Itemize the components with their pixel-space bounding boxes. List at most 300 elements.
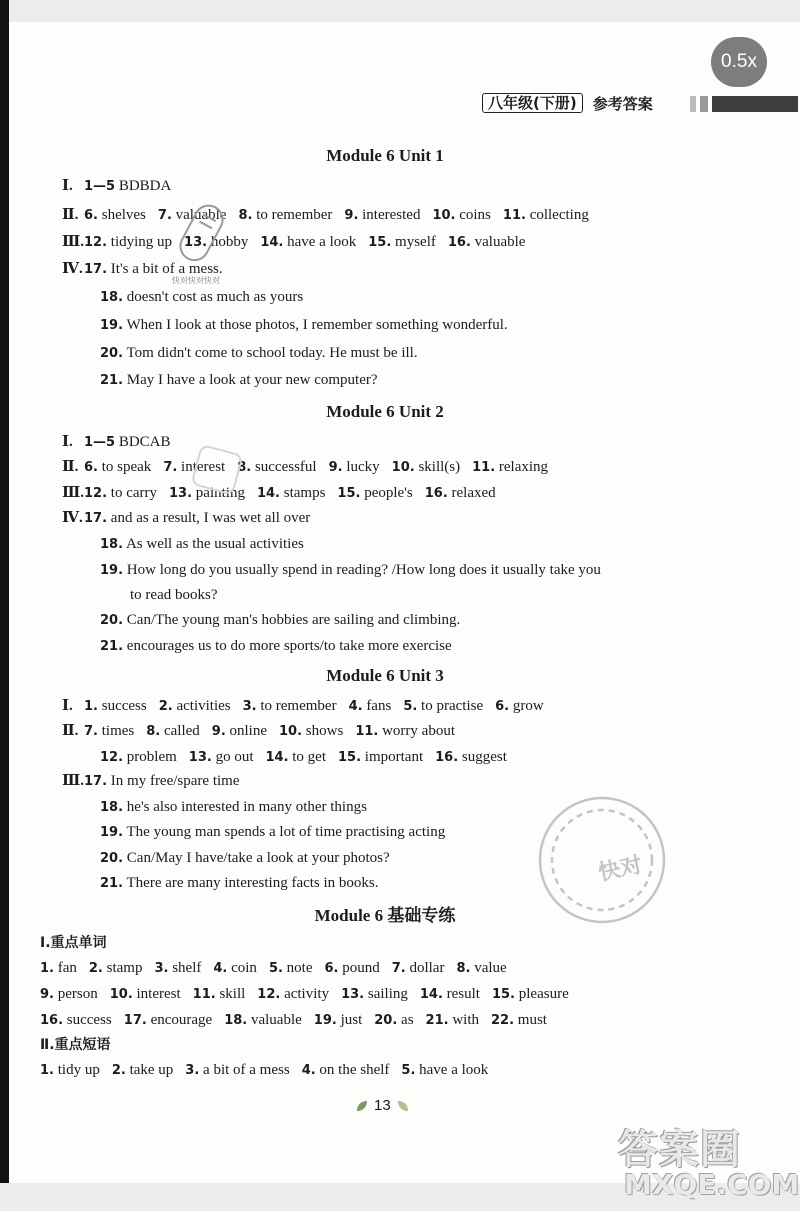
answer-item bbox=[213, 960, 257, 976]
item-number: 11. bbox=[502, 208, 526, 223]
item-answer: with bbox=[452, 1012, 479, 1028]
item-answer: coins bbox=[459, 207, 491, 223]
answer-item bbox=[420, 986, 480, 1002]
item-answer: BDCAB bbox=[118, 434, 171, 450]
answer-item bbox=[110, 986, 181, 1002]
answer-item bbox=[100, 372, 378, 388]
item-number: 10. bbox=[109, 987, 133, 1002]
item-answer: grow bbox=[512, 698, 544, 714]
item-number: 17. bbox=[123, 1013, 147, 1028]
item-answer: important bbox=[364, 749, 424, 765]
section-title: Module 6 Unit 2 bbox=[326, 402, 444, 421]
item-answer: Tom didn't come to school today. He must be ill. bbox=[126, 345, 418, 361]
item-answer: encourage bbox=[150, 1012, 213, 1028]
item-answer: relaxed bbox=[451, 485, 496, 501]
answer-item bbox=[392, 960, 445, 976]
item-answer: May I have a look at your new computer? bbox=[126, 372, 378, 388]
item-number: 12. bbox=[84, 235, 108, 250]
item-answer: suggest bbox=[461, 749, 507, 765]
item-answer: worry about bbox=[382, 723, 455, 739]
item-answer: relaxing bbox=[498, 459, 549, 475]
item-number: 5. bbox=[403, 699, 418, 714]
answer-item bbox=[185, 1062, 289, 1078]
subsection-heading-words: Ⅰ.重点单词 bbox=[40, 935, 107, 951]
round-stamp-text: 快对 bbox=[596, 852, 645, 887]
item-number: 3. bbox=[185, 1063, 200, 1078]
answer-line bbox=[100, 797, 379, 818]
item-answer: BDBDA bbox=[118, 178, 172, 194]
item-answer: activities bbox=[176, 698, 231, 714]
answer-item bbox=[163, 459, 225, 475]
answer-line bbox=[130, 585, 229, 605]
item-number: 20. bbox=[100, 851, 124, 866]
item-answer: interest bbox=[181, 459, 226, 475]
item-answer: as bbox=[401, 1012, 414, 1028]
subsection-heading-phrases: Ⅱ.重点短语 bbox=[40, 1037, 111, 1053]
roman-numeral: Ⅰ. bbox=[62, 434, 73, 450]
item-answer: interested bbox=[362, 207, 421, 223]
item-answer: success bbox=[101, 698, 147, 714]
item-answer: hobby bbox=[210, 234, 249, 250]
answer-item bbox=[84, 485, 157, 501]
item-answer: to remember bbox=[260, 698, 337, 714]
item-number: 14. bbox=[256, 486, 280, 501]
answer-item bbox=[40, 1012, 112, 1028]
item-answer: dollar bbox=[409, 960, 445, 976]
answer-line bbox=[100, 822, 457, 843]
item-answer: online bbox=[229, 723, 268, 739]
item-answer: to practise bbox=[421, 698, 484, 714]
answer-item bbox=[89, 960, 143, 976]
answer-item bbox=[224, 1012, 302, 1028]
answer-item bbox=[425, 485, 496, 501]
answer-item bbox=[159, 698, 231, 714]
item-number: 17. bbox=[84, 774, 108, 789]
answer-item bbox=[237, 459, 316, 475]
item-answer: on the shelf bbox=[319, 1062, 390, 1078]
item-answer: tidying up bbox=[110, 234, 173, 250]
item-number: 14. bbox=[260, 235, 284, 250]
item-number: 8. bbox=[238, 208, 253, 223]
answer-item bbox=[100, 749, 177, 765]
item-answer: coin bbox=[231, 960, 257, 976]
item-number: 19. bbox=[100, 825, 124, 840]
item-answer: and as a result, I was wet all over bbox=[110, 510, 311, 526]
answer-line bbox=[62, 508, 322, 529]
item-answer: valuable bbox=[250, 1012, 302, 1028]
item-number: 7. bbox=[157, 208, 172, 223]
answer-line bbox=[100, 287, 315, 308]
item-number: 15. bbox=[337, 486, 361, 501]
answer-item bbox=[212, 723, 267, 739]
answer-item bbox=[84, 698, 147, 714]
item-number: 21. bbox=[425, 1013, 449, 1028]
answer-line bbox=[100, 747, 519, 768]
answer-item bbox=[238, 207, 332, 223]
answer-line bbox=[100, 534, 316, 555]
item-answer: painting bbox=[195, 485, 245, 501]
roman-numeral: Ⅲ. bbox=[62, 234, 85, 250]
item-number: 6. bbox=[84, 208, 98, 223]
answer-item bbox=[329, 459, 380, 475]
item-answer: pound bbox=[342, 960, 380, 976]
item-answer: problem bbox=[126, 749, 177, 765]
item-number: 19. bbox=[313, 1013, 337, 1028]
item-number: 11. bbox=[192, 987, 216, 1002]
answer-item bbox=[154, 960, 201, 976]
item-number: 18. bbox=[100, 800, 124, 815]
answer-item bbox=[341, 986, 408, 1002]
answer-item bbox=[112, 1062, 173, 1078]
answer-item bbox=[40, 986, 98, 1002]
roman-numeral: Ⅳ. bbox=[62, 510, 83, 526]
item-answer: encourages us to do more sports/to take more exercise bbox=[126, 638, 452, 654]
item-answer: activity bbox=[284, 986, 330, 1002]
header-decoration-bars bbox=[690, 96, 798, 112]
item-number: 2. bbox=[111, 1063, 126, 1078]
item-number: 5. bbox=[401, 1063, 416, 1078]
item-number: 2. bbox=[158, 699, 173, 714]
item-number: 6. bbox=[324, 961, 339, 976]
answer-item bbox=[432, 207, 490, 223]
answer-item bbox=[448, 234, 526, 250]
answer-item bbox=[100, 562, 601, 578]
item-number: 21. bbox=[100, 639, 124, 654]
answer-item bbox=[130, 587, 217, 603]
item-number: 13. bbox=[169, 486, 193, 501]
answer-item bbox=[344, 207, 420, 223]
item-number: 19. bbox=[100, 563, 124, 578]
item-number: 22. bbox=[491, 1013, 515, 1028]
roman-numeral: Ⅱ. bbox=[62, 207, 79, 223]
answer-line bbox=[62, 457, 560, 478]
item-answer: valuable bbox=[175, 207, 227, 223]
item-number: 17. bbox=[84, 262, 108, 277]
section-title: Module 6 Unit 3 bbox=[326, 666, 444, 685]
item-number: 1. bbox=[40, 1063, 54, 1078]
item-answer: times bbox=[101, 723, 135, 739]
answer-line bbox=[62, 432, 183, 453]
item-answer: called bbox=[163, 723, 200, 739]
item-answer: value bbox=[474, 960, 507, 976]
item-number: 21. bbox=[100, 373, 124, 388]
section-title: Module 6 Unit 1 bbox=[326, 146, 444, 165]
item-number: 1. bbox=[40, 961, 54, 976]
item-number: 13. bbox=[188, 750, 212, 765]
item-answer: fan bbox=[57, 960, 77, 976]
item-number: 15. bbox=[368, 235, 392, 250]
item-number: 18. bbox=[224, 1013, 248, 1028]
watermark-logo: 答案圈 bbox=[618, 1127, 741, 1173]
answer-line bbox=[62, 696, 556, 717]
roman-numeral: Ⅰ. bbox=[62, 178, 73, 194]
answer-item bbox=[100, 612, 460, 628]
answer-item bbox=[84, 434, 171, 450]
item-answer: In my free/spare time bbox=[110, 773, 240, 789]
answer-item bbox=[349, 698, 392, 714]
answer-item bbox=[40, 960, 77, 976]
item-answer: stamps bbox=[283, 485, 326, 501]
item-number: 4. bbox=[301, 1063, 316, 1078]
answer-item bbox=[257, 986, 329, 1002]
item-number: 7. bbox=[163, 460, 178, 475]
section-title: Module 6 基础专练 bbox=[314, 906, 456, 925]
answer-item bbox=[355, 723, 455, 739]
item-number: 7. bbox=[84, 724, 98, 739]
item-answer: result bbox=[446, 986, 480, 1002]
answer-item bbox=[495, 698, 544, 714]
item-number: 10. bbox=[279, 724, 303, 739]
answer-item bbox=[260, 234, 356, 250]
answer-item bbox=[257, 485, 325, 501]
page-number-text: 13 bbox=[374, 1097, 391, 1114]
answer-line bbox=[62, 176, 183, 197]
item-answer: tidy up bbox=[57, 1062, 100, 1078]
answer-item bbox=[279, 723, 343, 739]
answer-line bbox=[100, 636, 464, 657]
answer-item bbox=[84, 723, 134, 739]
item-answer: doesn't cost as much as yours bbox=[126, 289, 304, 305]
answer-line bbox=[100, 315, 520, 336]
item-answer: There are many interesting facts in books. bbox=[126, 875, 379, 891]
item-answer: have a look bbox=[419, 1062, 489, 1078]
answer-item bbox=[325, 960, 380, 976]
item-answer: success bbox=[66, 1012, 112, 1028]
watermark-url: MXQE.COM bbox=[624, 1168, 800, 1201]
answer-item bbox=[84, 261, 223, 277]
item-answer: to speak bbox=[101, 459, 152, 475]
answer-item bbox=[189, 749, 254, 765]
item-number: 16. bbox=[424, 486, 448, 501]
answer-item bbox=[100, 317, 508, 333]
item-number: 20. bbox=[100, 346, 124, 361]
answer-line bbox=[100, 873, 391, 894]
answer-item bbox=[314, 1012, 362, 1028]
item-number: 1—5 bbox=[84, 179, 116, 194]
item-answer: take up bbox=[129, 1062, 174, 1078]
answer-item bbox=[184, 234, 248, 250]
top-band bbox=[0, 0, 800, 22]
item-number: 8. bbox=[146, 724, 161, 739]
item-number: 16. bbox=[447, 235, 471, 250]
answer-item bbox=[368, 234, 436, 250]
item-number: 14. bbox=[265, 750, 289, 765]
answer-line bbox=[100, 610, 472, 631]
item-number: 8. bbox=[456, 961, 471, 976]
item-answer: As well as the usual activities bbox=[125, 536, 304, 552]
item-number: 8. bbox=[237, 460, 252, 475]
item-answer: to read books? bbox=[130, 587, 218, 603]
answer-item bbox=[84, 773, 239, 789]
book-spine-edge bbox=[0, 0, 9, 1211]
item-number: 20. bbox=[100, 613, 124, 628]
item-number: 15. bbox=[338, 750, 362, 765]
answer-item bbox=[100, 289, 303, 305]
item-number: 6. bbox=[84, 460, 98, 475]
answer-item bbox=[84, 178, 171, 194]
item-answer: must bbox=[517, 1012, 547, 1028]
item-answer: successful bbox=[254, 459, 317, 475]
item-answer: myself bbox=[395, 234, 436, 250]
zoom-level-button[interactable]: 0.5x bbox=[711, 37, 767, 87]
answer-item bbox=[158, 207, 227, 223]
answer-item bbox=[100, 799, 367, 815]
item-answer: When I look at those photos, I remember something wonderful. bbox=[126, 317, 508, 333]
answer-item bbox=[401, 1062, 488, 1078]
item-number: 13. bbox=[184, 235, 208, 250]
roman-numeral: Ⅳ. bbox=[62, 261, 83, 277]
page-header bbox=[482, 92, 653, 114]
item-answer: lucky bbox=[346, 459, 380, 475]
roman-numeral: Ⅱ. bbox=[62, 459, 79, 475]
item-answer: The young man spends a lot of time practising acting bbox=[126, 824, 446, 840]
leaf-left-icon bbox=[355, 1099, 369, 1113]
item-answer: fans bbox=[366, 698, 392, 714]
item-number: 12. bbox=[257, 987, 281, 1002]
item-number: 1. bbox=[84, 699, 98, 714]
item-number: 14. bbox=[419, 987, 443, 1002]
item-number: 13. bbox=[341, 987, 365, 1002]
answer-item bbox=[169, 485, 245, 501]
item-answer: How long do you usually spend in reading? /How long does it usually take you bbox=[126, 562, 601, 578]
answer-item bbox=[84, 459, 151, 475]
item-answer: valuable bbox=[474, 234, 526, 250]
answer-item bbox=[492, 986, 569, 1002]
item-answer: shelf bbox=[172, 960, 202, 976]
roman-numeral: Ⅲ. bbox=[62, 485, 85, 501]
item-number: 11. bbox=[472, 460, 496, 475]
answer-line bbox=[62, 771, 251, 792]
item-number: 7. bbox=[391, 961, 406, 976]
item-number: 6. bbox=[495, 699, 510, 714]
item-answer: pleasure bbox=[518, 986, 569, 1002]
word-line bbox=[40, 958, 519, 979]
item-answer: note bbox=[286, 960, 313, 976]
item-answer: skill(s) bbox=[418, 459, 461, 475]
item-answer: Can/May I have/take a look at your photos? bbox=[126, 850, 390, 866]
answer-item bbox=[392, 459, 460, 475]
roman-numeral: Ⅲ. bbox=[62, 773, 85, 789]
answer-item bbox=[146, 723, 200, 739]
item-answer: just bbox=[340, 1012, 363, 1028]
item-number: 16. bbox=[40, 1013, 64, 1028]
item-answer: skill bbox=[219, 986, 246, 1002]
phrase-line bbox=[40, 1060, 500, 1081]
answer-item bbox=[374, 1012, 413, 1028]
item-number: 19. bbox=[100, 318, 124, 333]
item-answer: It's a bit of a mess. bbox=[110, 261, 223, 277]
item-answer: person bbox=[57, 986, 98, 1002]
item-number: 9. bbox=[328, 460, 343, 475]
answer-item bbox=[456, 960, 506, 976]
answer-item bbox=[403, 698, 483, 714]
item-answer: to carry bbox=[110, 485, 158, 501]
item-number: 5. bbox=[268, 961, 283, 976]
item-number: 10. bbox=[391, 460, 415, 475]
item-answer: shows bbox=[305, 723, 344, 739]
answer-line bbox=[100, 370, 390, 391]
grade-label: 八年级(下册) bbox=[482, 93, 583, 113]
item-answer: interest bbox=[136, 986, 181, 1002]
answer-line bbox=[62, 483, 508, 504]
item-answer: people's bbox=[364, 485, 413, 501]
item-answer: a bit of a mess bbox=[203, 1062, 290, 1078]
stamp-small-text: 快对快对快对 bbox=[172, 276, 220, 285]
answer-line bbox=[100, 848, 402, 869]
answer-item bbox=[84, 234, 172, 250]
header-title: 参考答案 bbox=[592, 94, 653, 113]
answer-line bbox=[100, 560, 613, 581]
item-answer: collecting bbox=[529, 207, 589, 223]
item-answer: sailing bbox=[367, 986, 408, 1002]
item-number: 16. bbox=[435, 750, 459, 765]
answer-line bbox=[62, 205, 601, 226]
item-number: 3. bbox=[154, 961, 169, 976]
item-number: 21. bbox=[100, 876, 124, 891]
answer-item bbox=[84, 207, 146, 223]
answer-item bbox=[265, 749, 326, 765]
item-number: 9. bbox=[344, 208, 359, 223]
word-line bbox=[40, 1010, 559, 1031]
item-number: 4. bbox=[213, 961, 228, 976]
item-number: 3. bbox=[242, 699, 257, 714]
answer-item bbox=[491, 1012, 547, 1028]
item-number: 4. bbox=[348, 699, 363, 714]
answer-item bbox=[193, 986, 246, 1002]
answer-item bbox=[100, 536, 304, 552]
answer-line bbox=[62, 721, 467, 742]
answer-item bbox=[472, 459, 548, 475]
page-number bbox=[355, 1097, 410, 1114]
item-number: 11. bbox=[355, 724, 379, 739]
answer-item bbox=[302, 1062, 390, 1078]
answer-item bbox=[84, 510, 310, 526]
item-number: 17. bbox=[84, 511, 108, 526]
item-number: 12. bbox=[100, 750, 124, 765]
answer-item bbox=[100, 850, 390, 866]
item-answer: to remember bbox=[256, 207, 333, 223]
item-answer: go out bbox=[215, 749, 254, 765]
answer-item bbox=[435, 749, 507, 765]
roman-numeral: Ⅰ. bbox=[62, 698, 73, 714]
item-number: 18. bbox=[100, 290, 124, 305]
answer-item bbox=[100, 345, 418, 361]
item-answer: shelves bbox=[101, 207, 146, 223]
item-number: 2. bbox=[88, 961, 103, 976]
roman-numeral: Ⅱ. bbox=[62, 723, 79, 739]
item-number: 10. bbox=[432, 208, 456, 223]
leaf-right-icon bbox=[396, 1099, 410, 1113]
answer-item bbox=[124, 1012, 212, 1028]
answer-item bbox=[100, 824, 445, 840]
item-number: 9. bbox=[211, 724, 226, 739]
item-answer: stamp bbox=[106, 960, 143, 976]
answer-line bbox=[100, 343, 430, 364]
item-number: 9. bbox=[40, 987, 54, 1002]
item-answer: Can/The young man's hobbies are sailing and climbing. bbox=[126, 612, 461, 628]
item-answer: to get bbox=[292, 749, 327, 765]
item-number: 15. bbox=[491, 987, 515, 1002]
answer-item bbox=[337, 485, 412, 501]
answer-item bbox=[100, 638, 452, 654]
answer-item bbox=[269, 960, 313, 976]
word-line bbox=[40, 984, 581, 1005]
item-number: 1—5 bbox=[84, 435, 116, 450]
answer-item bbox=[40, 1062, 100, 1078]
item-number: 18. bbox=[100, 537, 124, 552]
item-number: 12. bbox=[84, 486, 108, 501]
answer-line bbox=[62, 232, 537, 253]
